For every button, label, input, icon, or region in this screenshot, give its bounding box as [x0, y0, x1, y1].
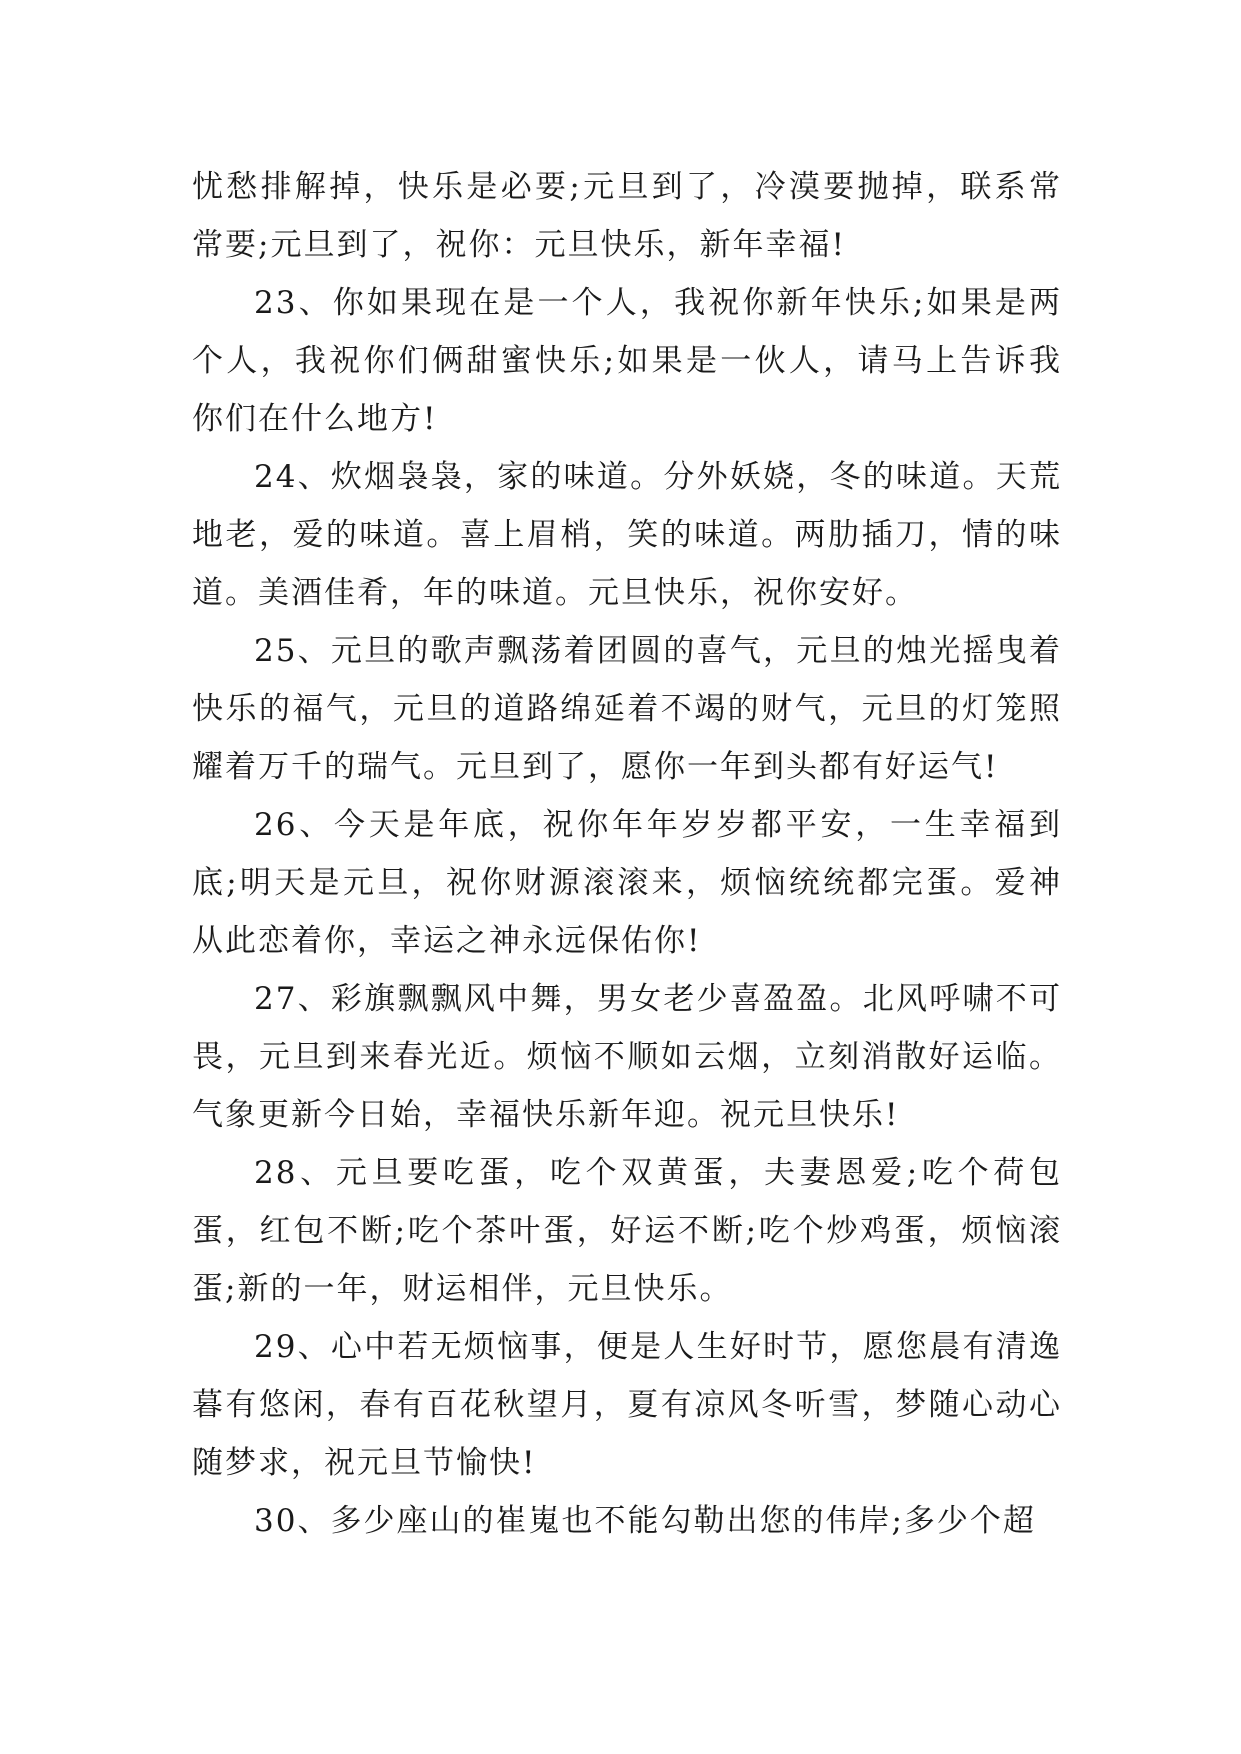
- paragraph-24: 24、炊烟袅袅，家的味道。分外妖娆，冬的味道。天荒地老，爱的味道。喜上眉梢，笑的味道。两肋插刀，情的味道。美酒佳肴，年的味道。元旦快乐，祝你安好。: [192, 459, 1062, 611]
- paragraph-25: 25、元旦的歌声飘荡着团圆的喜气，元旦的烛光摇曳着快乐的福气，元旦的道路绵延着不竭的财气，元旦的灯笼照耀着万千的瑞气。元旦到了，愿你一年到头都有好运气!: [192, 633, 1062, 785]
- paragraph-29: 29、心中若无烦恼事，便是人生好时节，愿您晨有清逸暮有悠闲，春有百花秋望月，夏有凉风冬听雪，梦随心动心随梦求，祝元旦节愉快!: [192, 1329, 1062, 1481]
- paragraph-28: 28、元旦要吃蛋，吃个双黄蛋，夫妻恩爱;吃个荷包蛋，红包不断;吃个茶叶蛋，好运不断;吃个炒鸡蛋，烦恼滚蛋;新的一年，财运相伴，元旦快乐。: [192, 1155, 1062, 1307]
- paragraph-27: 27、彩旗飘飘风中舞，男女老少喜盈盈。北风呼啸不可畏，元旦到来春光近。烦恼不顺如云烟，立刻消散好运临。气象更新今日始，幸福快乐新年迎。祝元旦快乐!: [192, 981, 1062, 1133]
- paragraph-23: 23、你如果现在是一个人，我祝你新年快乐;如果是两个人，我祝你们俩甜蜜快乐;如果是一伙人，请马上告诉我你们在什么地方!: [192, 285, 1062, 437]
- paragraph-26: 26、今天是年底，祝你年年岁岁都平安，一生幸福到底;明天是元旦，祝你财源滚滚来，烦恼统统都完蛋。爱神从此恋着你，幸运之神永远保佑你!: [192, 807, 1062, 959]
- paragraph-30: 30、多少座山的崔嵬也不能勾勒出您的伟岸;多少个超: [254, 1503, 1036, 1539]
- paragraph-0: 忧愁排解掉，快乐是必要;元旦到了，冷漠要抛掉，联系常常要;元旦到了，祝你：元旦快乐，新年幸福!: [192, 169, 1062, 263]
- document-body: [192, 158, 1062, 1550]
